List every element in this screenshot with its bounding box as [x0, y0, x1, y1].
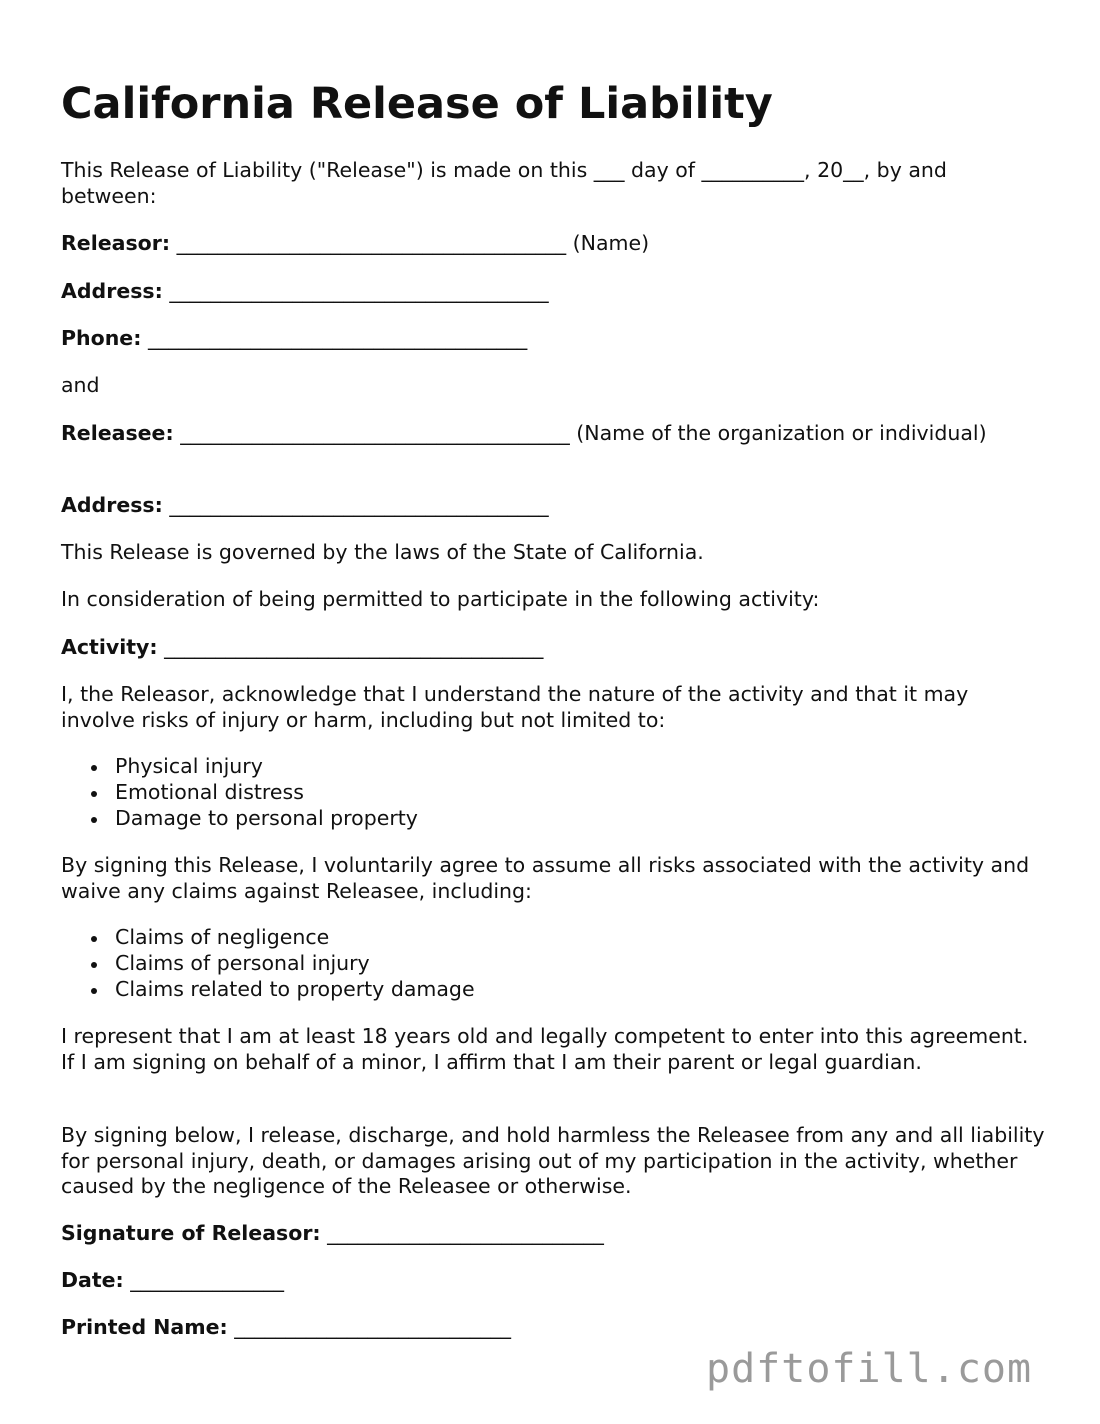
list-item: Physical injury	[61, 754, 418, 780]
releasor-suffix: (Name)	[572, 231, 650, 255]
releasor-label: Releasor:	[61, 231, 171, 255]
releasee-address-field	[61, 493, 1046, 519]
watermark: pdftofill.com	[706, 1346, 1033, 1392]
releasor-phone-label: Phone:	[61, 326, 142, 350]
printed-name-blank[interactable]: ___________________________	[234, 1315, 512, 1339]
consideration-paragraph: In consideration of being permitted to participate in the following activity:	[61, 587, 820, 611]
intro-paragraph: This Release of Liability ("Release") is made on this ___ day of __________, 20__, by and between:	[61, 158, 947, 208]
releasor-address-blank[interactable]: _____________________________________	[169, 279, 549, 303]
releasor-phone-blank[interactable]: _____________________________________	[147, 326, 528, 350]
activity-blank[interactable]: _____________________________________	[164, 635, 544, 659]
releasee-address-label: Address:	[61, 493, 163, 517]
list-item: Damage to personal property	[61, 806, 418, 832]
represent-paragraph: I represent that I am at least 18 years old and legally competent to enter into this agreement. If I am signing on behalf of a minor, I affirm that I am their parent or legal guardian.	[61, 1024, 1029, 1074]
releasee-field	[61, 421, 1046, 447]
list-item: Claims of negligence	[61, 925, 475, 951]
releasor-address-field	[61, 279, 1046, 305]
signature-field	[61, 1221, 1046, 1247]
governing-law-paragraph: This Release is governed by the laws of the State of California.	[61, 540, 704, 564]
signature-label: Signature of Releasor:	[61, 1221, 321, 1245]
releasor-phone-field	[61, 326, 1046, 352]
and-text: and	[61, 373, 100, 397]
releasee-label: Releasee:	[61, 421, 174, 445]
release-clause-paragraph: By signing below, I release, discharge, and hold harmless the Releasee from any and all liability for personal injury, death, or damages arising out of my participation in the activity, whether caused by the negligence of the Releasee or otherwise.	[61, 1123, 1045, 1198]
list-item: Claims related to property damage	[61, 977, 475, 1003]
activity-label: Activity:	[61, 635, 158, 659]
printed-name-label: Printed Name:	[61, 1315, 228, 1339]
date-field	[61, 1268, 1046, 1294]
releasor-name-blank[interactable]: ______________________________________	[176, 231, 567, 255]
printed-name-field	[61, 1315, 1046, 1341]
document-title: California Release of Liability	[61, 79, 773, 129]
assume-paragraph: By signing this Release, I voluntarily agree to assume all risks associated with the activity and waive any claims against Releasee, including:	[61, 853, 1030, 903]
signature-blank[interactable]: ___________________________	[327, 1221, 604, 1245]
risks-list	[61, 754, 418, 831]
list-item: Emotional distress	[61, 780, 418, 806]
activity-field	[61, 635, 1046, 661]
list-item: Claims of personal injury	[61, 951, 475, 977]
date-blank[interactable]: _______________	[130, 1268, 285, 1292]
acknowledge-paragraph: I, the Releasor, acknowledge that I understand the nature of the activity and that it may involve risks of injury or harm, including but not limited to:	[61, 682, 969, 732]
releasee-address-blank[interactable]: _____________________________________	[169, 493, 549, 517]
releasee-name-blank[interactable]: ______________________________________	[180, 421, 570, 445]
date-label: Date:	[61, 1268, 124, 1292]
releasor-field	[61, 231, 1046, 257]
claims-list	[61, 925, 475, 1002]
releasee-suffix: (Name of the organization or individual)	[576, 421, 987, 445]
releasor-address-label: Address:	[61, 279, 163, 303]
